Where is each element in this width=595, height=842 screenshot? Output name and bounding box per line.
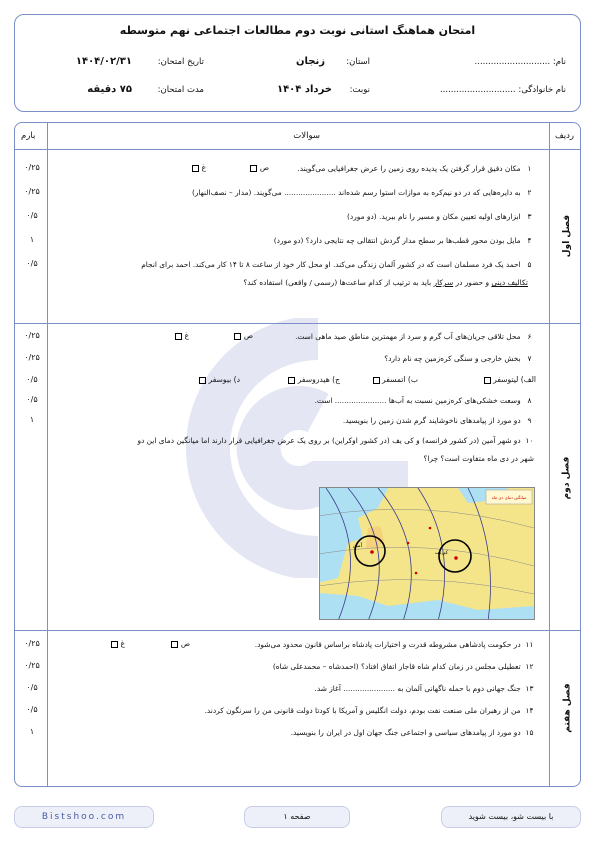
checkbox[interactable] — [288, 377, 295, 384]
question-2: ۲ به دایره‌هایی که در دو نیم‌کره به موازات استوا رسم شده‌اند ...................... می‌گویند. (مدار – نصف‌النهار) — [191, 188, 532, 197]
question-8: ۸ وسعت خشکی‌های کره‌زمین نسبت به آب‌ها ...................... است. — [314, 396, 532, 405]
map-legend-title: میانگین دمای دی ماه — [491, 495, 527, 500]
question-5: ۵ احمد یک فرد مسلمان است که در کشور آلمان زندگی می‌کند. او محل کار خود از ساعت ۸ تا ۱۴ کار می‌کند. احمد برای انجام — [141, 260, 532, 269]
col-score-header: بارم — [21, 131, 36, 141]
choice-b: ب) اتمسفر — [373, 375, 418, 384]
checkbox[interactable] — [175, 333, 182, 340]
map-image — [319, 488, 534, 620]
question-7: ۷ بخش خارجی و سنگی کره‌زمین چه نام دارد؟ — [384, 354, 532, 363]
duration-label: مدت امتحان: — [157, 85, 204, 95]
score: ۰/۵ — [26, 395, 38, 404]
question-10: ۱۰ دو شهر آمین (در کشور فرانسه) و کی یف (در کشور اوکراین) بر روی یک عرض جغرافیایی قرار دارند اما میانگین دمای این دو — [137, 436, 534, 445]
score: ۱ — [29, 727, 35, 736]
duration-value: ۷۵ دقیقه — [87, 84, 132, 95]
date-label: تاریخ امتحان: — [157, 57, 204, 67]
divider — [15, 630, 580, 631]
true-option: ص — [234, 331, 253, 340]
term-label: نوبت: — [349, 85, 370, 95]
score: ۱ — [29, 235, 35, 244]
question-4: ۴ مایل بودن محور قطب‌ها بر سطح مدار گردش انتقالی چه نتایجی دارد؟ (دو مورد) — [273, 236, 532, 245]
section-label: فصل اول — [561, 214, 572, 258]
checkbox[interactable] — [171, 641, 178, 648]
question-5-line2: تکالیف دینی و حضور در سرکار باید به ترتیب از کدام ساعت‌ها (رسمی / واقعی) استفاده کند؟ — [243, 278, 528, 287]
score: ۰/۲۵ — [24, 353, 40, 362]
divider — [15, 323, 580, 324]
exam-header — [14, 14, 581, 112]
score: ۰/۲۵ — [24, 661, 40, 670]
choice-a: الف) لیتوسفر — [484, 375, 536, 384]
footer-slogan: با بیست شو، بیست شوید — [441, 806, 581, 828]
score: ۰/۵ — [26, 375, 38, 384]
false-option: غ — [111, 639, 125, 648]
score: ۰/۵ — [26, 211, 38, 220]
section-label: فصل دوم — [561, 456, 572, 500]
family-field: نام خانوادگی: ............................ — [439, 85, 566, 95]
checkbox[interactable] — [234, 333, 241, 340]
score: ۰/۵ — [26, 683, 38, 692]
questions-table — [14, 122, 581, 787]
checkbox[interactable] — [199, 377, 206, 384]
question-15: ۱۵ دو مورد از پیامدهای سیاسی و اجتماعی جنگ جهان اول در ایران را بنویسید. — [290, 728, 534, 737]
site-link[interactable]: Bistshoo.com — [14, 806, 154, 828]
false-option: غ — [192, 163, 206, 172]
col-questions-header: سوالات — [293, 131, 320, 141]
question-3: ۳ ابزارهای اولیه تعیین مکان و مسیر را نام ببرید. (دو مورد) — [347, 212, 532, 221]
true-option: ص — [171, 639, 190, 648]
checkbox[interactable] — [192, 165, 199, 172]
question-6: ۶ محل تلاقی جریان‌های آب گرم و سرد از مهمترین مناطق صید ماهی است. — [295, 332, 532, 341]
checkbox[interactable] — [373, 377, 380, 384]
choice-d: د) بیوسفر — [199, 375, 240, 384]
question-9: ۹ دو مورد از پیامدهای ناخوشایند گرم شدن زمین را بنویسید. — [342, 416, 532, 425]
europe-temperature-map — [319, 487, 535, 620]
province-label: استان: — [346, 57, 370, 67]
false-option: غ — [175, 331, 189, 340]
score: ۰/۲۵ — [24, 331, 40, 340]
divider — [15, 149, 580, 150]
divider — [549, 123, 550, 786]
map-city-kyiv: کی‌یف — [434, 550, 448, 556]
score: ۰/۲۵ — [24, 163, 40, 172]
question-1: ۱ مکان دقیق قرار گرفتن یک پدیده روی زمین را عرض جغرافیایی می‌گویند. — [297, 164, 532, 173]
score: ۰/۵ — [26, 259, 38, 268]
true-option: ص — [250, 163, 269, 172]
date-value: ۱۴۰۴/۰۲/۳۱ — [75, 56, 132, 67]
score: ۰/۲۵ — [24, 187, 40, 196]
checkbox[interactable] — [484, 377, 491, 384]
term-value: خرداد ۱۴۰۴ — [276, 84, 332, 95]
divider — [47, 123, 48, 786]
checkbox[interactable] — [111, 641, 118, 648]
choice-c: ج) هیدروسفر — [288, 375, 340, 384]
page-number: صفحه ۱ — [244, 806, 350, 828]
question-12: ۱۲ تعطیلی مجلس در زمان کدام شاه قاجار اتفاق افتاد؟ (احمدشاه – محمدعلی شاه) — [272, 662, 534, 671]
province-value: زنجان — [295, 56, 325, 67]
col-row-header: ردیف — [554, 131, 574, 141]
question-14: ۱۴ من از رهبران ملی صنعت نفت بودم، دولت انگلیس و آمریکا با کودتا دولت قانونی من را سرنگون کردند. — [204, 706, 534, 715]
question-10-line2: شهر در دی ماه متفاوت است؟ چرا؟ — [423, 454, 534, 463]
checkbox[interactable] — [250, 165, 257, 172]
map-city-amiens: آمین — [352, 543, 362, 549]
score: ۱ — [29, 415, 35, 424]
score: ۰/۲۵ — [24, 639, 40, 648]
question-13: ۱۳ جنگ جهانی دوم با حمله ناگهانی آلمان به ...................... آغاز شد. — [314, 684, 534, 693]
exam-title: امتحان هماهنگ استانی نوبت دوم مطالعات اجتماعی نهم متوسطه — [119, 24, 476, 37]
score: ۰/۵ — [26, 705, 38, 714]
name-field: نام: ............................ — [474, 57, 566, 67]
question-11: ۱۱ در حکومت پادشاهی مشروطه قدرت و اختیارات پادشاه براساس قانون محدود می‌شود. — [254, 640, 534, 649]
section-label: فصل هفتم — [562, 683, 573, 733]
